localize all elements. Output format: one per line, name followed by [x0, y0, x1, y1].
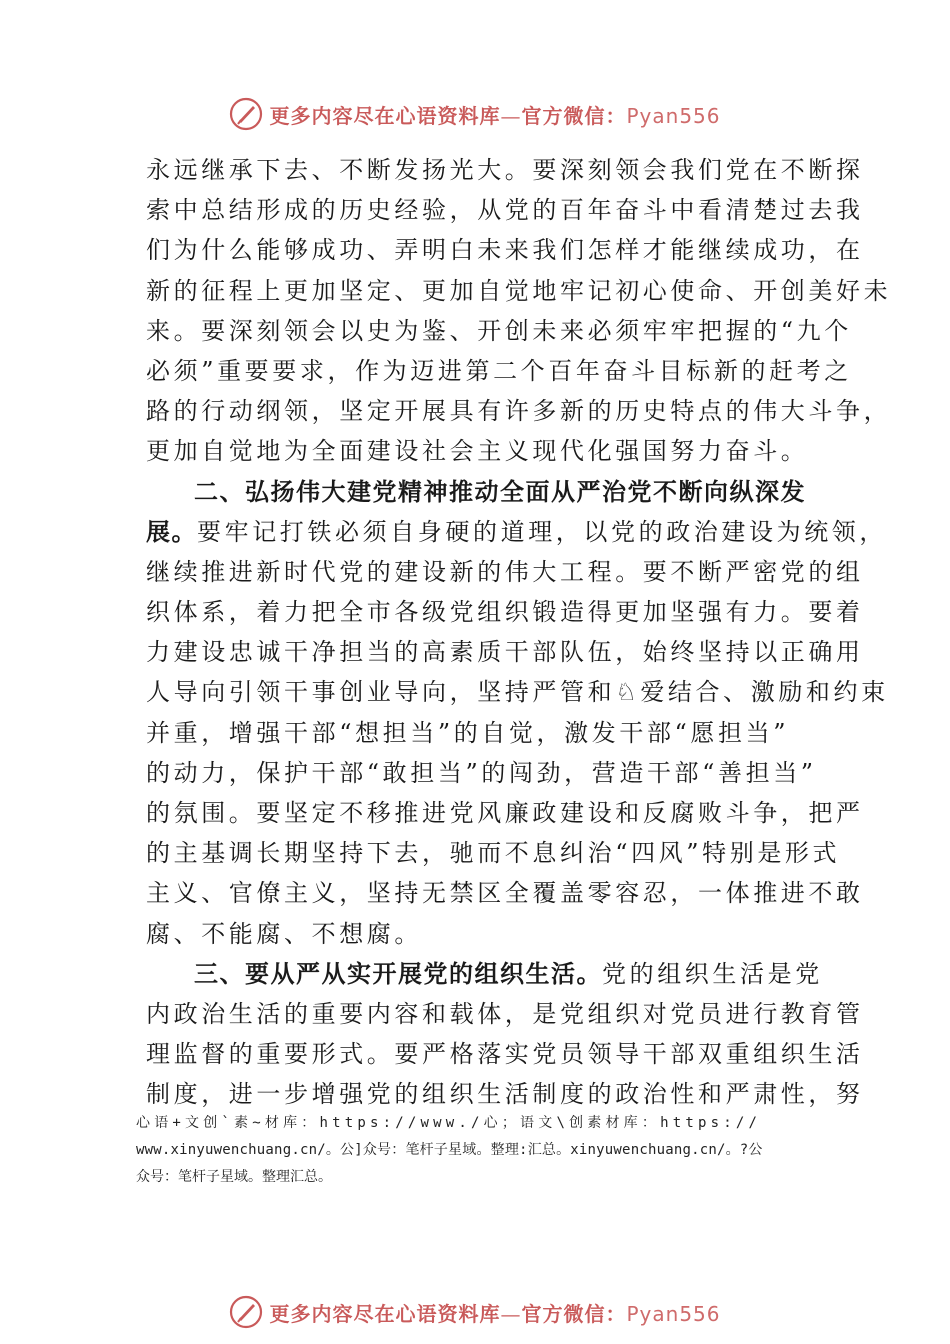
p1-line: 永远继承下去、不断发扬光大。要深刻领会我们党在不断探 [146, 156, 864, 184]
banner-text [269, 100, 720, 129]
section2-heading: 二、弘扬伟大建党精神推动全面从严治党不断向纵深发 [194, 477, 806, 506]
section3-line-rest: 党的组织生活是党 [602, 959, 823, 988]
section3-heading: 三、要从严从实开展党的组织生活。 [194, 959, 602, 988]
section2-line: 的动力，保护干部“敢担当”的闯劲，营造干部“善担当” [146, 758, 817, 787]
section2-line: 织体系，着力把全市各级党组织锻造得更加坚强有力。要着 [146, 598, 864, 627]
footnote-line: www.xinyuwenchuang.cn/。公]众号：笔杆子星域。整理:汇总。xinyuwenchuang.cn/。?公 [136, 1142, 763, 1158]
section3-line: 制度，进一步增强党的组织生活制度的政治性和严肃性，努 [146, 1080, 864, 1109]
section2-line: 主义、官僚主义，坚持无禁区全覆盖零容忍，一体推进不敢 [146, 879, 864, 908]
section2-line: 人导向引领干事创业导向，坚持严管和♘爱结合、激励和约束 [146, 678, 889, 707]
section2-line: 的氛围。要坚定不移推进党风廉政建设和反腐败斗争，把严 [146, 799, 864, 827]
footnote-line: 心语+文创`素~材库：https://www./心；语文\创素材库：https:// [136, 1115, 762, 1131]
p1-line: 更加自觉地为全面建设社会主义现代化强国努力奋斗。 [146, 437, 809, 466]
section3-line [146, 954, 826, 994]
document-body [146, 150, 892, 1115]
section2-line: 的主基调长期坚持下去，驰而不息纠治“四风”特别是形式 [146, 839, 841, 868]
section3-line: 理监督的重要形式。要严格落实党员领导干部双重组织生活 [146, 1040, 864, 1069]
banner-title: 更多内容尽在心语资料库 [269, 103, 501, 128]
wechat-label: 官方微信： [521, 1301, 627, 1326]
p1-line: 新的征程上更加坚定、更加自觉地牢记初心使命、开创美好未 [146, 276, 892, 305]
section2-line: 力建设忠诚干净担当的高素质干部队伍，始终坚持以正确用 [146, 638, 864, 667]
section2-line: 并重，增强干部“想担当”的自觉，激发干部“愿担当” [146, 718, 790, 747]
banner-separator: — [500, 1301, 522, 1326]
p1-line: 们为什么能够成功、弄明白未来我们怎样才能继续成功，在 [146, 236, 864, 265]
banner-text [269, 1298, 720, 1327]
section2-line [146, 512, 887, 552]
p1-line: 必须”重要要求，作为迈进第二个百年奋斗目标新的赶考之 [146, 356, 852, 385]
source-footnote [136, 1110, 846, 1191]
banner-title: 更多内容尽在心语资料库 [269, 1301, 501, 1326]
quill-logo-icon [229, 97, 263, 131]
section2-line-rest: 要牢记打铁必须自身硬的道理，以党的政治建设为统领， [197, 517, 887, 546]
footnote-line: 众号：笔杆子星域。整理汇总。 [136, 1169, 332, 1185]
section2-heading-end: 展。 [146, 517, 197, 546]
wechat-label: 官方微信： [521, 103, 627, 128]
wechat-id: Pyan556 [626, 103, 721, 128]
section2-line: 腐、不能腐、不想腐。 [146, 919, 422, 948]
section3-line: 内政治生活的重要内容和载体，是党组织对党员进行教育管 [146, 999, 864, 1028]
p1-line: 索中总结形成的历史经验，从党的百年奋斗中看清楚过去我 [146, 196, 864, 225]
footer-banner [0, 1292, 950, 1332]
p1-line: 来。要深刻领会以史为鉴、开创未来必须牢牢把握的“九个 [146, 316, 852, 345]
banner-separator: — [500, 103, 522, 128]
header-banner [0, 94, 950, 134]
quill-logo-icon [229, 1295, 263, 1329]
wechat-id: Pyan556 [626, 1301, 721, 1326]
section2-line: 继续推进新时代党的建设新的伟大工程。要不断严密党的组 [146, 557, 864, 586]
p1-line: 路的行动纲领，坚定开展具有许多新的历史特点的伟大斗争， [146, 397, 892, 426]
